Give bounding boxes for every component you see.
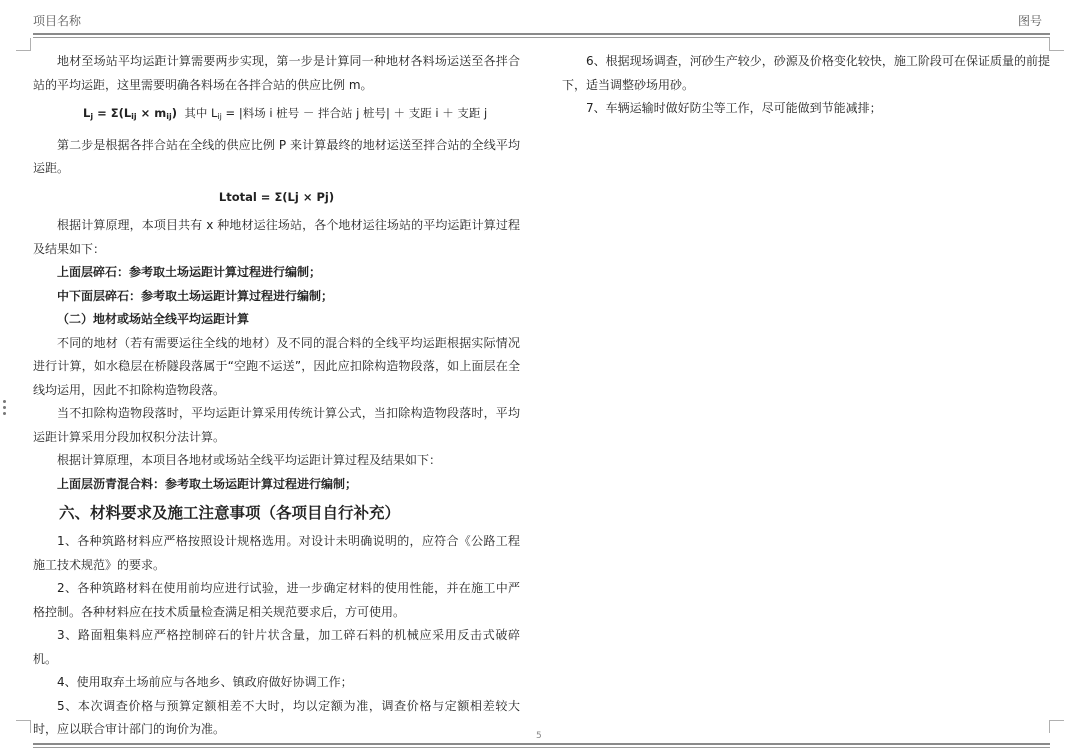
list-item-5: 5、本次调查价格与预算定额相差不大时，均以定额为准，调查价格与定额相差较大时，应以联合审计部门的询价为准。 — [33, 698, 520, 736]
list-item-4: 4、使用取弃土场前应与各地乡、镇政府做好协调工作； — [57, 675, 353, 689]
list-item-3: 3、路面粗集料应严格控制碎石的针片状含量，加工碎石料的机械应采用反击式破碎机。 — [33, 628, 520, 666]
crop-mark-bottom-left — [16, 720, 31, 733]
formula-lj: $L_j = \Sigma(L_{ij} \times m_{ij})$ 其中 $L_{ij}$ = |料场 i 桩号 － 拌合站 j 桩号| ＋ 支距 i ＋ 支距 j — [83, 106, 488, 121]
crop-mark-bottom-right — [1049, 720, 1064, 733]
bold-line-asphalt: 上面层沥青混合料：参考取土场运距计算过程进行编制； — [57, 476, 358, 491]
header-rule-thick — [33, 33, 1050, 35]
paragraph-structure-segments: 当不扣除构造物段落时，平均运距计算采用传统计算公式，当扣除构造物段落时，平均运距计算采用分段加权积分法计算。 — [33, 406, 520, 444]
paragraph-calc-principle: 根据计算原理，本项目共有 x 种地材运往场站，各个地材运往场站的平均运距计算过程及结果如下： — [33, 218, 520, 256]
footer-rule-thick — [33, 743, 1050, 745]
bold-line-upper-gravel: 上面层碎石：参考取土场运距计算过程进行编制； — [57, 265, 322, 279]
crop-mark-top-left — [16, 38, 31, 51]
header-project-name: 项目名称 — [33, 14, 82, 28]
crop-mark-top-right — [1049, 38, 1064, 51]
more-options-icon[interactable] — [3, 400, 7, 418]
list-item-1: 1、各种筑路材料应严格按照设计规格选用。对设计未明确说明的，应符合《公路工程施工技术规范》的要求。 — [33, 534, 520, 572]
paragraph-different-materials: 不同的地材（若有需要运往全线的地材）及不同的混合料的全线平均运距根据实际情况进行计算，如水稳层在桥隧段落属于“空跑不运送”，因此应扣除构造物段落，如上面层在全线均运用，因此不扣除构造物段落。 — [33, 335, 520, 397]
section-heading-materials: 六、材料要求及施工注意事项（各项目自行补充） — [59, 503, 401, 522]
footer-rule-thin — [33, 747, 1050, 748]
right-column — [562, 50, 1050, 121]
list-item-7: 7、车辆运输时做好防尘等工作，尽可能做到节能减排； — [586, 101, 882, 115]
bold-line-mid-lower-gravel: 中下面层碎石：参考取土场运距计算过程进行编制； — [57, 288, 334, 303]
paragraph-calc-results: 根据计算原理，本项目各地材或场站全线平均运距计算过程及结果如下： — [57, 453, 442, 467]
paragraph-step2: 第二步是根据各拌合站在全线的供应比例 P 来计算最终的地材运送至拌合站的全线平均运距。 — [33, 137, 520, 175]
header-rule-thin — [33, 37, 1050, 38]
left-column — [33, 50, 520, 742]
subheading-full-line-distance: （二）地材或场站全线平均运距计算 — [57, 312, 250, 326]
header-drawing-number: 图号 — [1017, 14, 1042, 28]
paragraph-step1: 地材至场站平均运距计算需要两步实现，第一步是计算同一种地材各料场运送至各拌合站的平均运距，这里需要明确各料场在各拌合站的供应比例 m。 — [33, 54, 520, 92]
formula-ltotal: Ltotal = Σ(Lj × Pj) — [218, 189, 335, 204]
page-number: 5 — [536, 731, 542, 741]
list-item-6: 6、根据现场调查，河砂生产较少，砂源及价格变化较快，施工阶段可在保证质量的前提下，适当调整砂场用砂。 — [562, 54, 1050, 92]
list-item-2: 2、各种筑路材料在使用前均应进行试验，进一步确定材料的使用性能，并在施工中严格控制。各种材料应在技术质量检查满足相关规范要求后，方可使用。 — [33, 581, 520, 619]
